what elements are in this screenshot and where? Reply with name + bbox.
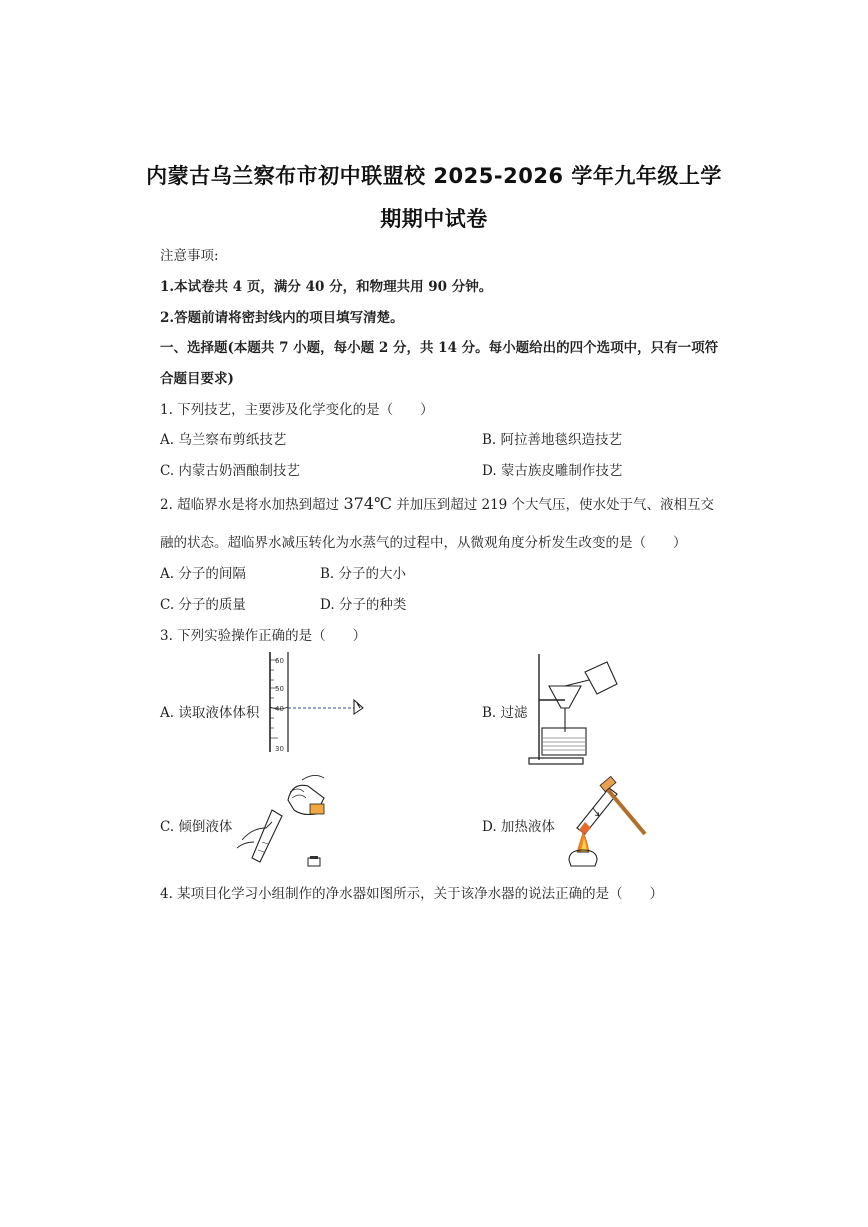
question-1-option-b: B. 阿拉善地毯织造技艺 [482, 432, 623, 448]
exam-title-line-2: 期期中试卷 [380, 207, 488, 231]
cylinder-tick-30: 30 [275, 745, 284, 753]
notes-heading: 注意事项: [160, 248, 219, 264]
question-3-stem: 3. 下列实验操作正确的是（ ） [160, 628, 367, 644]
question-2-stem-post: 并加压到超过 219 个大气压，使水处于气、液相互交 [396, 497, 715, 513]
cylinder-tick-40: 40 [275, 705, 284, 713]
question-2-stem-pre: 2. 超临界水是将水加热到超过 [160, 497, 340, 513]
question-1-stem: 1. 下列技艺，主要涉及化学变化的是（ ） [160, 402, 434, 418]
pouring-liquid-figure [232, 770, 342, 868]
question-4-stem: 4. 某项目化学习小组制作的净水器如图所示，关于该净水器的说法正确的是（ ） [160, 886, 664, 902]
question-1-option-d: D. 蒙古族皮雕制作技艺 [482, 463, 623, 479]
question-2-stem-line-2: 融的状态。超临界水减压转化为水蒸气的过程中，从微观角度分析发生改变的是（ ） [160, 535, 687, 551]
heating-liquid-figure [555, 770, 655, 870]
cylinder-tick-50: 50 [275, 685, 284, 693]
question-2-option-a: A. 分子的间隔 [160, 566, 246, 582]
question-2-option-c: C. 分子的质量 [160, 597, 246, 613]
question-1-option-c: C. 内蒙古奶酒酿制技艺 [160, 463, 300, 479]
question-3-option-c: C. 倾倒液体 [160, 819, 233, 835]
section-1-heading-a: 一、选择题(本题共 7 小题，每小题 2 分，共 14 分。每小题给出的四个选项中，只有一项符 [160, 340, 719, 356]
notes-item-2: 2.答题前请将密封线内的项目填写清楚。 [160, 310, 404, 326]
question-2-temperature: 374℃ [343, 494, 392, 513]
graduated-cylinder-figure [262, 650, 372, 756]
question-2-stem-line-1 [160, 493, 714, 513]
question-2-option-d: D. 分子的种类 [320, 597, 407, 613]
exam-title-line-1: 内蒙古乌兰察布市初中联盟校 2025-2026 学年九年级上学 [146, 164, 722, 188]
question-3-option-d: D. 加热液体 [482, 819, 555, 835]
cylinder-tick-60: 60 [275, 657, 284, 665]
section-1-heading-b: 合题目要求) [160, 371, 234, 387]
notes-item-1: 1.本试卷共 4 页，满分 40 分，和物理共用 90 分钟。 [160, 279, 493, 295]
question-3-option-a: A. 读取液体体积 [160, 705, 260, 721]
filtration-figure [525, 652, 620, 766]
question-1-option-a: A. 乌兰察布剪纸技艺 [160, 432, 287, 448]
question-2-option-b: B. 分子的大小 [320, 566, 407, 582]
question-3-option-b: B. 过滤 [482, 705, 528, 721]
